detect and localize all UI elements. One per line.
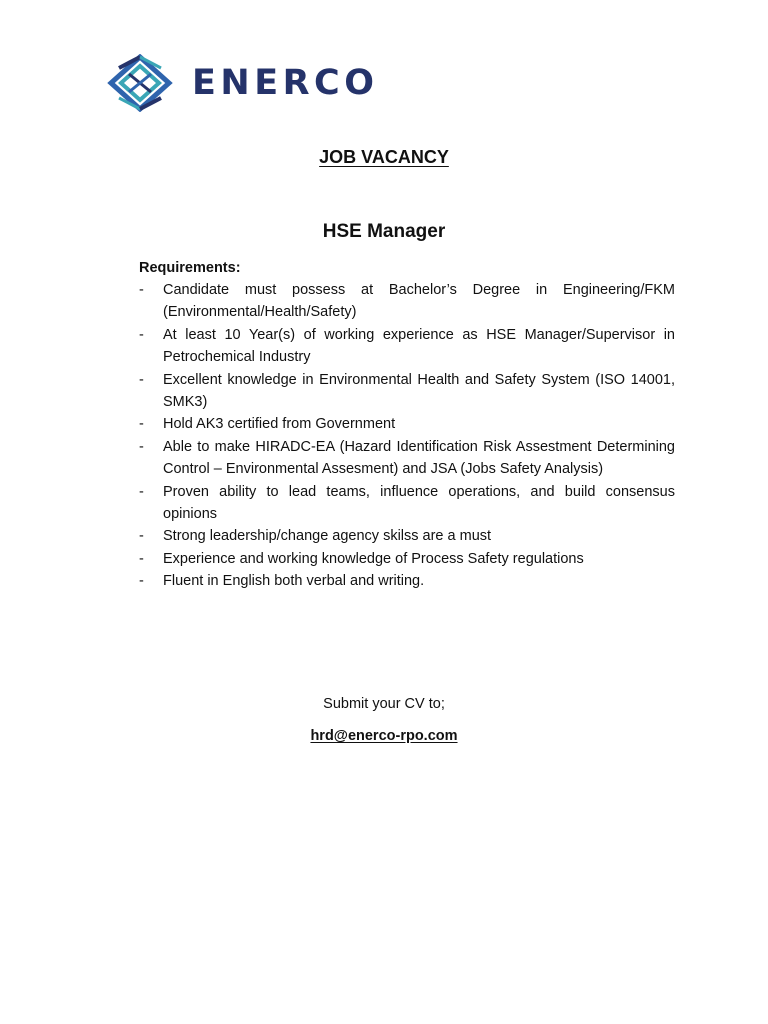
requirement-text: At least 10 Year(s) of working experience as HSE Manager/Supervisor in Petrochemical Industry [163, 326, 675, 366]
logo-wordmark: ENERCO [192, 63, 379, 103]
requirement-text: Experience and working knowledge of Process Safety regulations [163, 550, 584, 567]
requirement-item [139, 570, 675, 592]
requirements-heading: Requirements: [139, 260, 241, 276]
requirement-item [139, 279, 675, 324]
requirement-text: Excellent knowledge in Environmental Health and Safety System (ISO 14001, SMK3) [163, 371, 675, 411]
enerco-logo-mark-icon [105, 54, 175, 112]
requirements-list [139, 279, 675, 593]
job-vacancy-heading: JOB VACANCY [319, 147, 449, 167]
requirement-text: Able to make HIRADC-EA (Hazard Identification Risk Assestment Determining Control – Environmental Assesment) and JSA (Jobs Safety Analysis) [163, 438, 675, 478]
position-title: HSE Manager [322, 221, 446, 242]
bullet-dash: - [139, 438, 144, 455]
bullet-dash: - [139, 371, 144, 388]
requirement-item [139, 369, 675, 414]
bullet-dash: - [139, 483, 144, 500]
requirement-item [139, 548, 675, 570]
requirement-text: Candidate must possess at Bachelor’s Degree in Engineering/FKM (Environmental/Health/Safety) [163, 282, 675, 321]
requirement-item [139, 436, 675, 481]
contact-email-link[interactable]: hrd@enerco-rpo.com [310, 728, 458, 744]
requirement-item [139, 413, 675, 435]
requirement-text: Hold AK3 certified from Government [163, 416, 396, 433]
bullet-dash: - [139, 550, 144, 567]
bullet-dash: - [139, 416, 144, 433]
requirement-item [139, 481, 675, 526]
submit-instruction: Submit your CV to; [323, 696, 445, 712]
requirement-text: Fluent in English both verbal and writing. [163, 573, 425, 590]
requirements-section [139, 258, 675, 593]
enerco-logo [105, 54, 395, 114]
requirement-item [139, 324, 675, 369]
bullet-dash: - [139, 326, 144, 343]
bullet-dash: - [139, 573, 144, 590]
requirement-text: Strong leadership/change agency skilss are a must [163, 528, 492, 545]
bullet-dash: - [139, 282, 144, 298]
requirement-item [139, 525, 675, 547]
bullet-dash: - [139, 528, 144, 545]
requirement-text: Proven ability to lead teams, influence operations, and build consensus opinions [163, 483, 675, 523]
